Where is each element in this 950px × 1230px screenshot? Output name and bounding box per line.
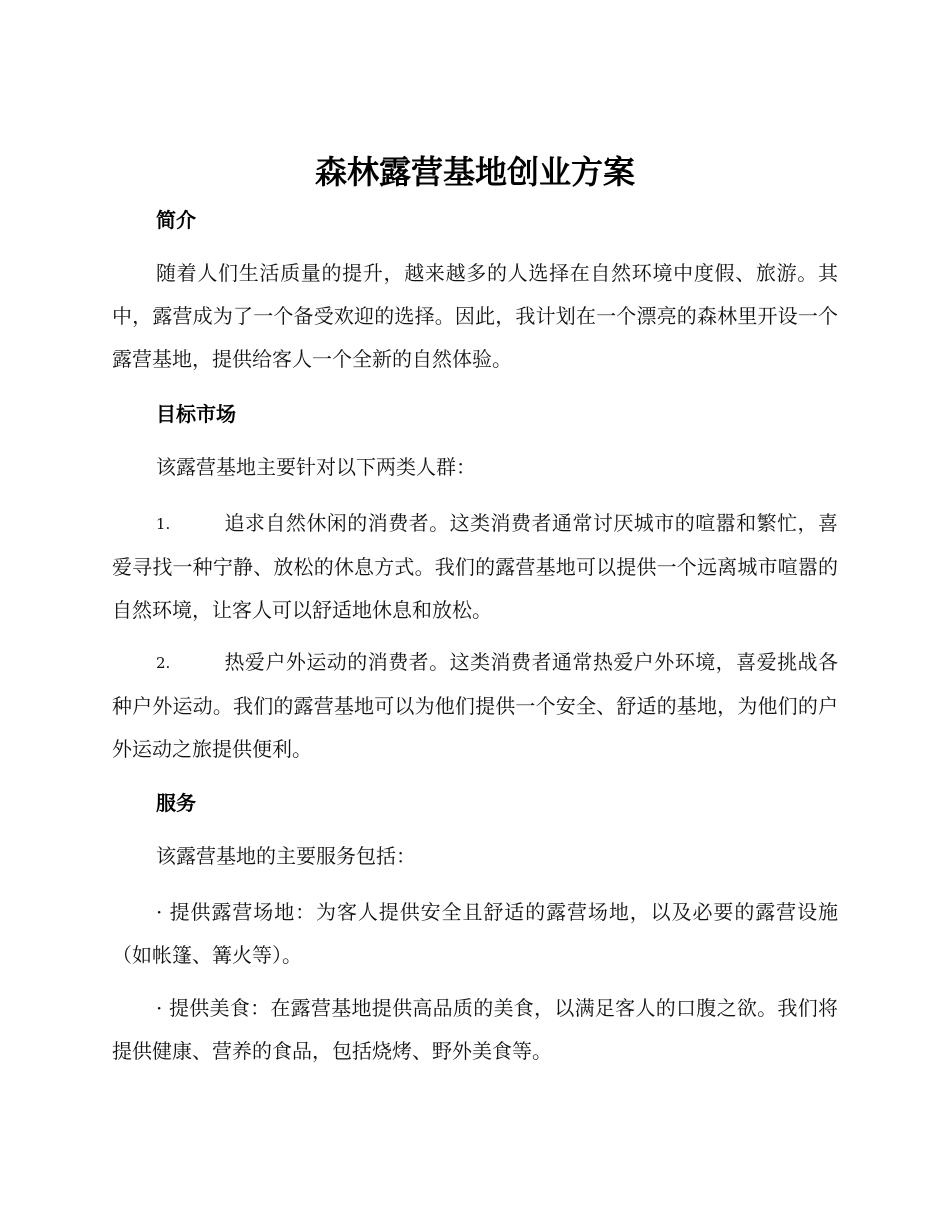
list-item-text: 热爱户外运动的消费者。这类消费者通常热爱户外环境，喜爱挑战各种户外运动。我们的露营基地可以为他们提供一个安全、舒适的基地，为他们的户外运动之旅提供便利。 (112, 650, 838, 761)
bullet-item: · 提供美食：在露营基地提供高品质的美食，以满足客人的口腹之欲。我们将提供健康、营养的食品，包括烧烤、野外美食等。 (112, 996, 838, 1063)
list-item-text: 追求自然休闲的消费者。这类消费者通常讨厌城市的喧嚣和繁忙，喜爱寻找一种宁静、放松的休息方式。我们的露营基地可以提供一个远离城市喧嚣的自然环境，让客人可以舒适地休息和放松。 (112, 511, 838, 622)
intro-paragraph: 随着人们生活质量的提升，越来越多的人选择在自然环境中度假、旅游。其中，露营成为了一个备受欢迎的选择。因此，我计划在一个漂亮的森林里开设一个露营基地，提供给客人一个全新的自然体验。 (112, 261, 838, 371)
section-heading-target-market: 目标市场 (156, 402, 236, 426)
list-item-number: 1. (156, 515, 171, 533)
list-item-number: 2. (156, 654, 171, 672)
section-heading-intro: 简介 (156, 208, 196, 232)
document-title: 森林露营基地创业方案 (314, 153, 635, 191)
list-item (112, 502, 838, 632)
target-market-intro: 该露营基地主要针对以下两类人群： (156, 455, 476, 479)
bullet-item: · 提供露营场地：为客人提供安全且舒适的露营场地，以及必要的露营设施（如帐篷、篝火等）。 (112, 900, 838, 967)
services-intro: 该露营基地的主要服务包括： (156, 844, 416, 868)
section-heading-services: 服务 (156, 791, 196, 815)
list-item (112, 641, 838, 771)
